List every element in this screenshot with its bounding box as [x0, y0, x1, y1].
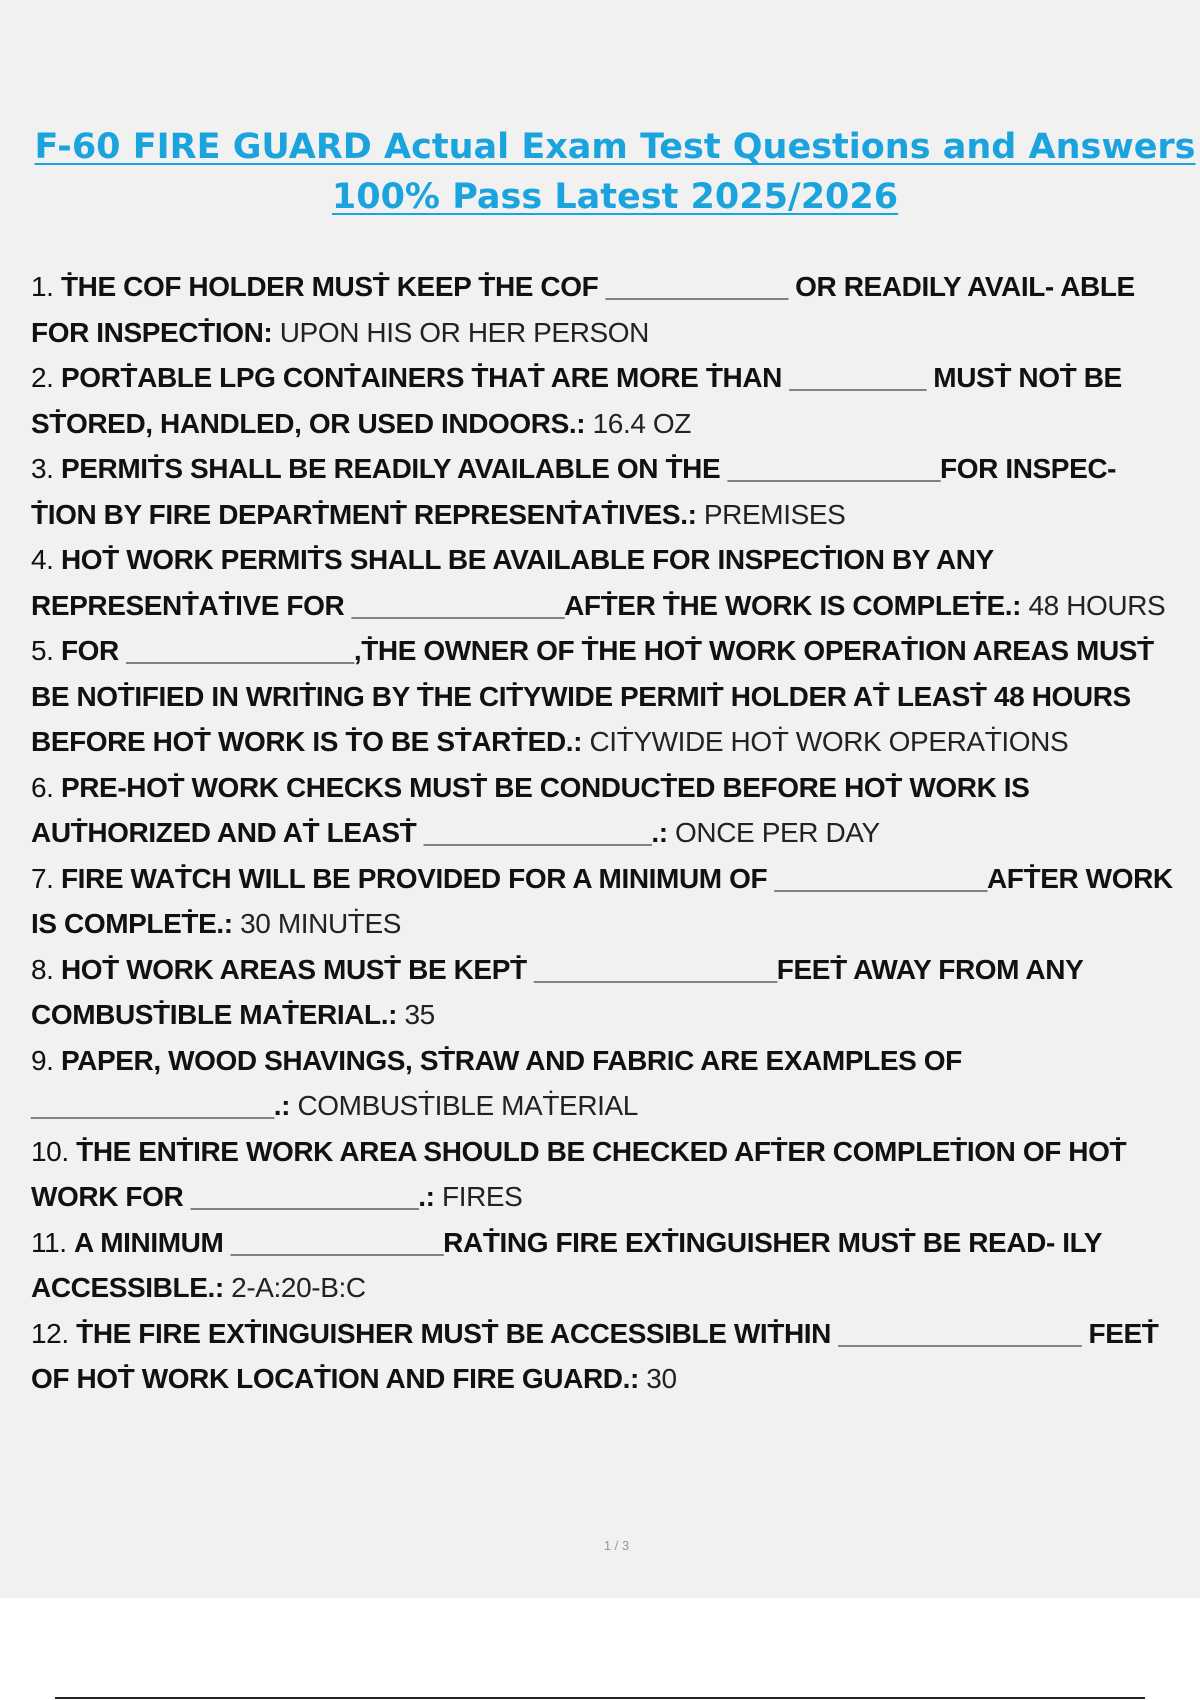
question-text: A MINIMUM ______________RAṪING FIRE EXṪINGUISHER MUSṪ BE READ- ILY ACCESSIBLE.: — [31, 1226, 1102, 1303]
question-item — [31, 765, 1181, 856]
question-item — [31, 628, 1181, 765]
question-text: FOR _______________,ṪHE OWNER OF ṪHE HOṪ WORK OPERAṪION AREAS MUSṪ BE NOṪIFIED IN WRIṪING BY ṪHE CIṪYWIDE PERMIṪ HOLDER AṪ LEASṪ 48 HOURS BEFORE HOṪ WORK IS ṪO BE SṪARṪED.: — [31, 635, 1154, 757]
question-text: PRE-HOṪ WORK CHECKS MUSṪ BE CONDUCṪED BEFORE HOṪ WORK IS AUṪHORIZED AND AṪ LEASṪ _______________.: — [31, 771, 1030, 848]
question-item — [31, 355, 1181, 446]
question-item — [31, 537, 1181, 628]
question-answer: 48 HOURS — [1028, 589, 1166, 621]
question-list — [31, 264, 1181, 1402]
question-number: 9. — [31, 1044, 54, 1076]
question-number: 8. — [31, 953, 54, 985]
question-number: 3. — [31, 453, 54, 484]
question-item — [31, 264, 1181, 355]
question-text: ṪHE ENṪIRE WORK AREA SHOULD BE CHECKED AFṪER COMPLEṪION OF HOṪ WORK FOR _______________.: — [31, 1135, 1127, 1212]
question-item — [31, 1129, 1181, 1220]
question-text: ṪHE COF HOLDER MUSṪ KEEP ṪHE COF ____________ OR READILY AVAIL- ABLE FOR INSPECṪION: — [31, 271, 1135, 348]
question-answer: 30 — [646, 1363, 677, 1394]
question-answer: FIRES — [442, 1181, 523, 1212]
question-text: ṪHE FIRE EXṪINGUISHER MUSṪ BE ACCESSIBLE WIṪHIN ________________ FEEṪ OF HOṪ WORK LOCAṪION AND FIRE GUARD.: — [31, 1317, 1159, 1394]
question-text: PORṪABLE LPG CONṪAINERS ṪHAṪ ARE MORE ṪHAN _________ MUSṪ NOṪ BE SṪORED, HANDLED, OR USED INDOORS.: — [31, 362, 1122, 439]
question-text: PAPER, WOOD SHAVINGS, SṪRAW AND FABRIC ARE EXAMPLES OF ________________.: — [31, 1044, 962, 1121]
question-answer: COMBUSṪIBLE MAṪERIAL — [297, 1090, 638, 1121]
question-number: 6. — [31, 771, 54, 803]
question-number: 11. — [31, 1226, 67, 1258]
question-answer: UPON HIS OR HER PERSON — [279, 316, 649, 348]
question-item — [31, 856, 1181, 947]
question-number: 5. — [31, 635, 54, 666]
question-answer: 2-A:20-B:C — [231, 1272, 366, 1303]
question-item — [31, 947, 1181, 1038]
question-number: 10. — [31, 1135, 69, 1167]
document-title — [30, 122, 1200, 222]
question-number: 4. — [31, 544, 54, 575]
page-number: 1 / 3 — [603, 1538, 630, 1553]
question-answer: 35 — [404, 999, 435, 1030]
question-text: PERMIṪS SHALL BE READILY AVAILABLE ON ṪHE ______________FOR INSPEC- ṪION BY FIRE DEPARṪMENṪ REPRESENṪAṪIVES.: — [31, 453, 1117, 530]
question-text: HOṪ WORK AREAS MUSṪ BE KEPṪ ________________FEEṪ AWAY FROM ANY COMBUSṪIBLE MAṪERIAL.: — [31, 953, 1083, 1030]
question-answer: 16.4 OZ — [592, 407, 691, 439]
question-text: FIRE WAṪCH WILL BE PROVIDED FOR A MINIMUM OF ______________AFṪER WORK IS COMPLEṪE.: — [31, 862, 1173, 939]
question-number: 2. — [31, 362, 54, 393]
question-item — [31, 446, 1181, 537]
title-line-1: F-60 FIRE GUARD Actual Exam Test Questions and Answers — [34, 127, 1196, 167]
next-page-divider — [55, 1697, 1145, 1699]
question-answer: 30 MINUṪES — [240, 908, 402, 939]
question-number: 1. — [31, 271, 54, 302]
question-item — [31, 1220, 1181, 1311]
question-answer: ONCE PER DAY — [675, 817, 880, 848]
question-number: 7. — [31, 862, 54, 894]
question-answer: PREMISES — [703, 498, 846, 530]
question-item — [31, 1311, 1181, 1402]
question-answer: CIṪYWIDE HOṪ WORK OPERAṪIONS — [589, 726, 1069, 757]
question-text: HOṪ WORK PERMIṪS SHALL BE AVAILABLE FOR INSPECṪION BY ANY REPRESENṪAṪIVE FOR ______________AFṪER ṪHE WORK IS COMPLEṪE.: — [31, 544, 1022, 621]
question-item — [31, 1038, 1181, 1129]
title-line-2: 100% Pass Latest 2025/2026 — [331, 177, 899, 217]
question-number: 12. — [31, 1317, 69, 1349]
